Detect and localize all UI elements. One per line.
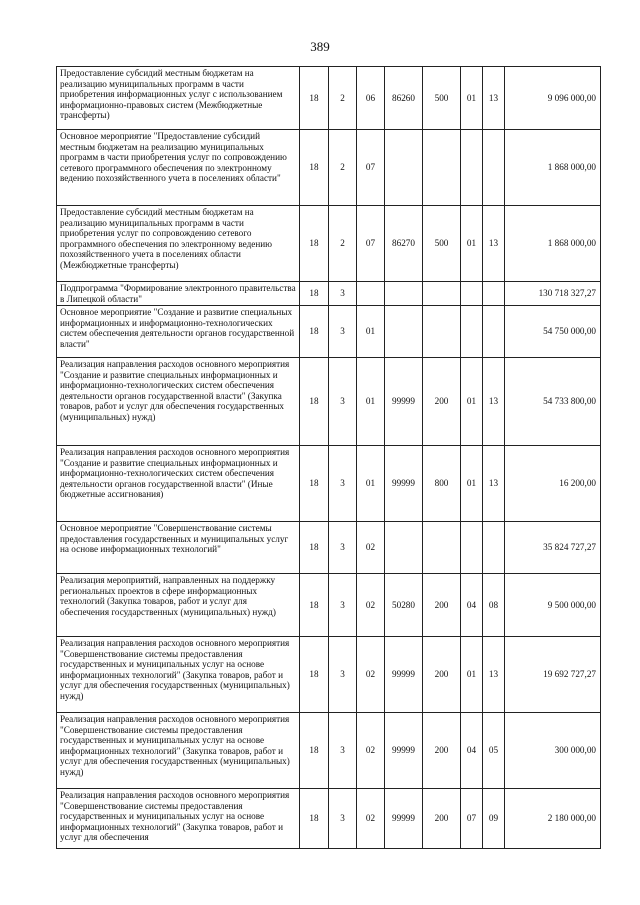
row-description: Основное мероприятие "Совершенствование системы предоставления государственных и муниципальных услуг на основе информационных технологий" [57,522,300,574]
row-description: Реализация мероприятий, направленных на поддержку региональных проектов в сфере информационных технологий (Закупка товаров, работ и услуг для обеспечения государственных (муниципальных) нужд) [57,574,300,637]
subprogram-code: 2 [329,67,357,130]
expense-type-code [423,522,461,574]
direction-code [385,306,423,358]
event-code: 01 [357,358,385,446]
program-code: 18 [300,637,329,713]
expense-type-code [423,306,461,358]
table-row [57,306,601,358]
table-row [57,67,601,130]
row-description: Основное мероприятие "Предоставление субсидий местным бюджетам на реализацию муниципальных программ в части приобретения услуг по сопровождению сетевого программного обеспечения по электронному ведению похозяйственного учета в поселениях области" [57,130,300,206]
table-row [57,713,601,789]
direction-code [385,282,423,306]
direction-code: 99999 [385,358,423,446]
subprogram-code: 3 [329,574,357,637]
program-code: 18 [300,282,329,306]
subsection-code: 13 [483,206,505,282]
subsection-code: 13 [483,358,505,446]
budget-table [56,66,601,849]
row-amount: 130 718 327,27 [505,282,601,306]
expense-type-code: 500 [423,206,461,282]
subsection-code [483,130,505,206]
expense-type-code [423,130,461,206]
expense-type-code [423,282,461,306]
subprogram-code: 2 [329,206,357,282]
subprogram-code: 2 [329,130,357,206]
program-code: 18 [300,522,329,574]
row-amount: 9 500 000,00 [505,574,601,637]
subprogram-code: 3 [329,446,357,522]
event-code: 06 [357,67,385,130]
row-description: Реализация направления расходов основного мероприятия "Совершенствование системы предоставления государственных и муниципальных услуг на основе информационных технологий" (Закупка товаров, работ и услуг для обеспечения государственных (муниципальных) нужд) [57,637,300,713]
subsection-code [483,282,505,306]
subsection-code: 05 [483,713,505,789]
section-code: 01 [461,637,483,713]
program-code: 18 [300,713,329,789]
table-row [57,789,601,849]
program-code: 18 [300,306,329,358]
program-code: 18 [300,130,329,206]
row-amount: 16 200,00 [505,446,601,522]
expense-type-code: 200 [423,713,461,789]
table-row [57,574,601,637]
event-code: 02 [357,522,385,574]
expense-type-code: 200 [423,358,461,446]
subprogram-code: 3 [329,789,357,849]
row-amount: 2 180 000,00 [505,789,601,849]
row-description: Реализация направления расходов основного мероприятия "Создание и развитие специальных информационных и информационно-технологических систем обеспечения деятельности органов государственной власти" (Закупка товаров, работ и услуг для обеспечения государственных (муниципальных) нужд) [57,358,300,446]
event-code: 02 [357,637,385,713]
section-code: 04 [461,574,483,637]
subprogram-code: 3 [329,522,357,574]
direction-code [385,130,423,206]
section-code: 07 [461,789,483,849]
subsection-code: 09 [483,789,505,849]
direction-code: 99999 [385,637,423,713]
subprogram-code: 3 [329,282,357,306]
row-amount: 19 692 727,27 [505,637,601,713]
row-description: Реализация направления расходов основного мероприятия "Создание и развитие специальных информационных и информационно-технологических систем обеспечения деятельности органов государственной власти" (Иные бюджетные ассигнования) [57,446,300,522]
section-code [461,282,483,306]
section-code [461,130,483,206]
row-description: Предоставление субсидий местным бюджетам на реализацию муниципальных программ в части приобретения информационных услуг с использованием информационно-правовых систем (Межбюджетные трансферты) [57,67,300,130]
subprogram-code: 3 [329,637,357,713]
program-code: 18 [300,446,329,522]
table-row [57,206,601,282]
event-code: 01 [357,446,385,522]
row-amount: 54 750 000,00 [505,306,601,358]
expense-type-code: 200 [423,574,461,637]
row-amount: 35 824 727,27 [505,522,601,574]
event-code: 02 [357,789,385,849]
subsection-code: 13 [483,67,505,130]
program-code: 18 [300,358,329,446]
subsection-code: 13 [483,446,505,522]
subsection-code: 13 [483,637,505,713]
program-code: 18 [300,67,329,130]
direction-code: 50280 [385,574,423,637]
table-row [57,637,601,713]
event-code: 07 [357,130,385,206]
expense-type-code: 800 [423,446,461,522]
subsection-code: 08 [483,574,505,637]
subsection-code [483,306,505,358]
table-row [57,522,601,574]
event-code: 02 [357,574,385,637]
subprogram-code: 3 [329,713,357,789]
event-code [357,282,385,306]
event-code: 07 [357,206,385,282]
row-description: Предоставление субсидий местным бюджетам на реализацию муниципальных программ в части приобретения услуг по сопровождению сетевого программного обеспечения по электронному ведению похозяйственного учета в поселениях области (Межбюджетные трансферты) [57,206,300,282]
row-amount: 1 868 000,00 [505,130,601,206]
direction-code: 86260 [385,67,423,130]
budget-table-body [57,67,601,849]
section-code: 01 [461,358,483,446]
direction-code: 99999 [385,789,423,849]
section-code: 01 [461,206,483,282]
row-amount: 9 096 000,00 [505,67,601,130]
section-code: 01 [461,67,483,130]
direction-code: 86270 [385,206,423,282]
section-code [461,306,483,358]
direction-code [385,522,423,574]
section-code: 04 [461,713,483,789]
row-amount: 300 000,00 [505,713,601,789]
expense-type-code: 200 [423,637,461,713]
expense-type-code: 200 [423,789,461,849]
table-row [57,358,601,446]
row-description: Основное мероприятие "Создание и развитие специальных информационных и информационно-технологических систем обеспечения деятельности органов государственной власти" [57,306,300,358]
program-code: 18 [300,574,329,637]
direction-code: 99999 [385,713,423,789]
page-number: 389 [310,39,330,54]
row-amount: 54 733 800,00 [505,358,601,446]
program-code: 18 [300,789,329,849]
subprogram-code: 3 [329,358,357,446]
row-description: Реализация направления расходов основного мероприятия "Совершенствование системы предоставления государственных и муниципальных услуг на основе информационных технологий" (Закупка товаров, работ и услуг для обеспечения государственных (муниципальных) нужд) [57,713,300,789]
subprogram-code: 3 [329,306,357,358]
event-code: 01 [357,306,385,358]
expense-type-code: 500 [423,67,461,130]
table-row [57,282,601,306]
table-row [57,446,601,522]
event-code: 02 [357,713,385,789]
table-row [57,130,601,206]
row-description: Реализация направления расходов основного мероприятия "Совершенствование системы предоставления государственных и муниципальных услуг на основе информационных технологий" (Закупка товаров, работ и услуг для обеспечения [57,789,300,849]
row-description: Подпрограмма "Формирование электронного правительства в Липецкой области" [57,282,300,306]
row-amount: 1 868 000,00 [505,206,601,282]
section-code [461,522,483,574]
subsection-code [483,522,505,574]
section-code: 01 [461,446,483,522]
direction-code: 99999 [385,446,423,522]
program-code: 18 [300,206,329,282]
